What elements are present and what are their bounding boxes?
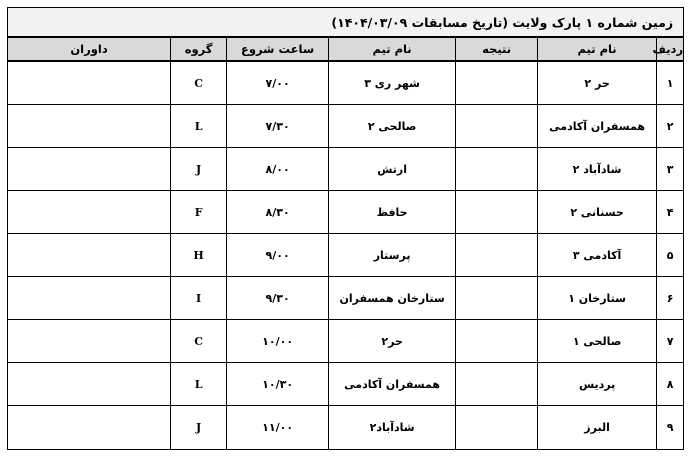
- team-b: ارتش: [329, 148, 456, 191]
- team-b: حر۲: [329, 320, 456, 363]
- match-row: [8, 191, 684, 234]
- match-row: [8, 148, 684, 191]
- start-time: ۱۰/۰۰: [227, 320, 329, 363]
- start-time: ۷/۰۰: [227, 61, 329, 105]
- result-cell: [456, 277, 538, 320]
- team-a: ستارخان ۱: [538, 277, 657, 320]
- header-team-a: نام تیم: [538, 37, 657, 61]
- team-a: همسفران آکادمی: [538, 105, 657, 148]
- header-row-number: ردیف: [657, 37, 684, 61]
- start-time: ۹/۳۰: [227, 277, 329, 320]
- result-cell: [456, 105, 538, 148]
- start-time: ۸/۳۰: [227, 191, 329, 234]
- start-time: ۹/۰۰: [227, 234, 329, 277]
- row-number: ۶: [657, 277, 684, 320]
- team-b: همسفران آکادمی: [329, 363, 456, 406]
- referees-cell: [8, 148, 171, 191]
- header-result: نتیجه: [456, 37, 538, 61]
- group-letter: J: [171, 406, 227, 450]
- start-time: ۷/۳۰: [227, 105, 329, 148]
- header-referees: داوران: [8, 37, 171, 61]
- start-time: ۱۰/۳۰: [227, 363, 329, 406]
- team-b: حافظ: [329, 191, 456, 234]
- group-letter: F: [171, 191, 227, 234]
- match-row: [8, 277, 684, 320]
- result-cell: [456, 61, 538, 105]
- team-a: حسنانی ۲: [538, 191, 657, 234]
- result-cell: [456, 363, 538, 406]
- row-number: ۷: [657, 320, 684, 363]
- referees-cell: [8, 61, 171, 105]
- match-row: [8, 61, 684, 105]
- result-cell: [456, 320, 538, 363]
- match-row: [8, 320, 684, 363]
- team-a: شادآباد ۲: [538, 148, 657, 191]
- group-letter: I: [171, 277, 227, 320]
- referees-cell: [8, 277, 171, 320]
- header-group: گروه: [171, 37, 227, 61]
- row-number: ۹: [657, 406, 684, 450]
- group-letter: C: [171, 61, 227, 105]
- header-team-b: نام تیم: [329, 37, 456, 61]
- group-letter: C: [171, 320, 227, 363]
- start-time: ۸/۰۰: [227, 148, 329, 191]
- team-b: ستارخان همسفران: [329, 277, 456, 320]
- referees-cell: [8, 320, 171, 363]
- team-a: حر ۲: [538, 61, 657, 105]
- result-cell: [456, 234, 538, 277]
- row-number: ۵: [657, 234, 684, 277]
- team-b: صالحی ۲: [329, 105, 456, 148]
- match-schedule-table: [7, 7, 684, 450]
- group-letter: J: [171, 148, 227, 191]
- team-b: شادآباد۲: [329, 406, 456, 450]
- team-b: پرستار: [329, 234, 456, 277]
- group-letter: H: [171, 234, 227, 277]
- header-row: [8, 37, 684, 61]
- team-a: صالحی ۱: [538, 320, 657, 363]
- referees-cell: [8, 191, 171, 234]
- row-number: ۱: [657, 61, 684, 105]
- result-cell: [456, 406, 538, 450]
- match-row: [8, 105, 684, 148]
- match-row: [8, 234, 684, 277]
- group-letter: L: [171, 105, 227, 148]
- row-number: ۲: [657, 105, 684, 148]
- match-row: [8, 363, 684, 406]
- team-a: البرز: [538, 406, 657, 450]
- match-row: [8, 406, 684, 450]
- row-number: ۸: [657, 363, 684, 406]
- group-letter: L: [171, 363, 227, 406]
- result-cell: [456, 148, 538, 191]
- referees-cell: [8, 406, 171, 450]
- team-b: شهر ری ۳: [329, 61, 456, 105]
- referees-cell: [8, 363, 171, 406]
- row-number: ۳: [657, 148, 684, 191]
- team-a: آکادمی ۳: [538, 234, 657, 277]
- sheet-title: زمین شماره ۱ پارک ولایت (تاریخ مسابقات ۱۴۰۴/۰۳/۰۹): [8, 8, 684, 38]
- team-a: پردیس: [538, 363, 657, 406]
- schedule-sheet: [7, 7, 684, 450]
- header-start-time: ساعت شروع: [227, 37, 329, 61]
- result-cell: [456, 191, 538, 234]
- start-time: ۱۱/۰۰: [227, 406, 329, 450]
- row-number: ۴: [657, 191, 684, 234]
- referees-cell: [8, 105, 171, 148]
- referees-cell: [8, 234, 171, 277]
